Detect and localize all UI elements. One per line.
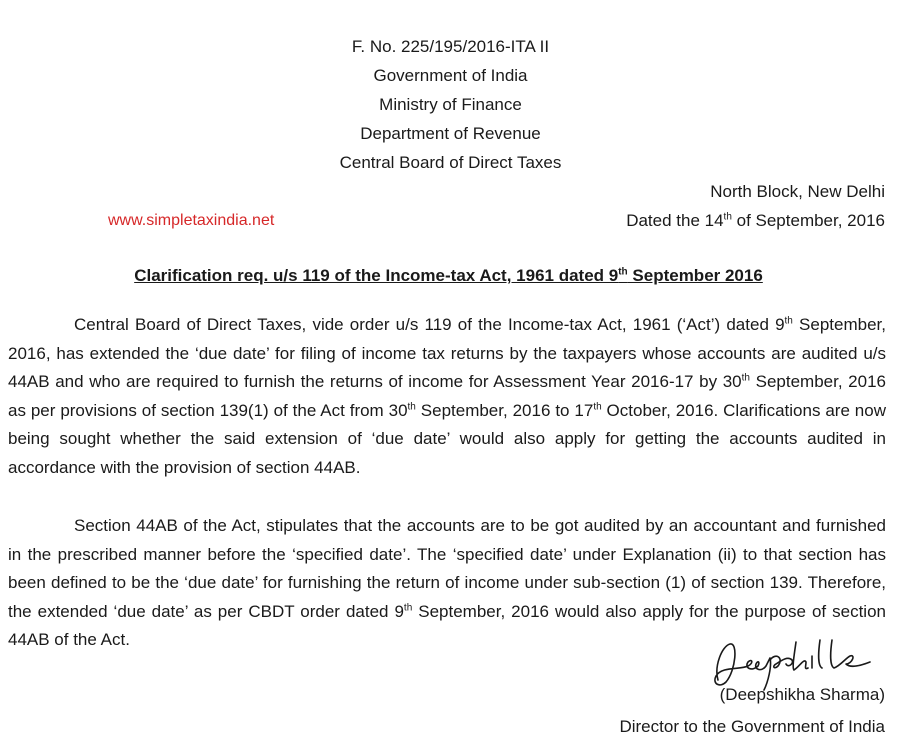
signatory-name: (Deepshikha Sharma) <box>719 685 885 704</box>
org-line-board: Central Board of Direct Taxes <box>339 153 562 172</box>
file-number: F. No. 225/195/2016-ITA II <box>351 37 550 56</box>
subject-heading: Clarification req. u/s 119 of the Income-tax Act, 1961 dated 9th September 2016 <box>134 266 763 285</box>
place-line: North Block, New Delhi <box>710 182 885 201</box>
paragraph-1: Central Board of Direct Taxes, vide order u/s 119 of the Income-tax Act, 1961 (‘Act’) dated 9th September, 2016, has extended the ‘due date’ for filing of income tax returns by the taxpayers whose accounts are audited u/s 44AB and who are required to furnish the returns of income for Assessment Year 2016-17 by 30th September, 2016 as per provisions of section 139(1) of the Act from 30th September, 2016 to 17th October, 2016. Clarifications are now being sought whether the said extension of ‘due date’ would also apply for getting the accounts audited in accordance with the provision of section 44AB. <box>8 315 887 477</box>
org-line-department: Department of Revenue <box>360 124 541 143</box>
org-line-government: Government of India <box>373 66 528 85</box>
watermark-site-text: www.simpletaxindia.net <box>108 212 275 229</box>
signatory-designation: Director to the Government of India <box>619 717 885 736</box>
org-line-ministry: Ministry of Finance <box>379 95 522 114</box>
paragraph-2: Section 44AB of the Act, stipulates that the accounts are to be got audited by an accountant and furnished in the prescribed manner before the ‘specified date’. The ‘specified date’ under Explanation (ii) to that section has been defined to be the ‘due date’ for furnishing the return of income under sub-section (1) of section 139. Therefore, the extended ‘due date’ as per CBDT order dated 9th September, 2016 would also apply for the purpose of section 44AB of the Act. <box>8 516 886 650</box>
date-line: Dated the 14th of September, 2016 <box>626 211 885 230</box>
